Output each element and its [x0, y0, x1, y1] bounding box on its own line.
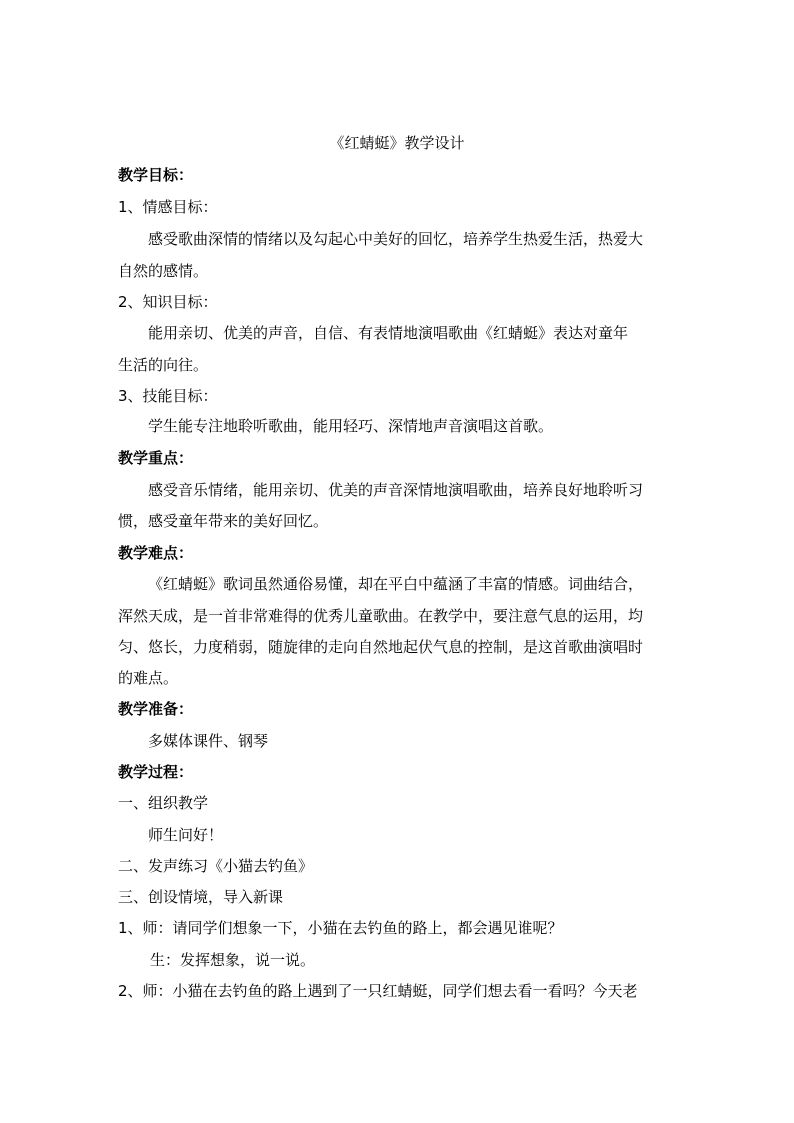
- paragraph-line: 的难点。: [118, 669, 179, 687]
- paragraph-line: 多媒体课件、钢琴: [148, 732, 269, 750]
- paragraph-line: 匀、悠长，力度稍弱，随旋律的走向自然地起伏气息的控制，是这首歌曲演唱时: [118, 638, 644, 656]
- paragraph-line: 1、师：请同学们想象一下，小猫在去钓鱼的路上，都会遇见谁呢？: [118, 919, 563, 937]
- section-heading-introduce-lesson: 三、创设情境，导入新课: [118, 888, 284, 906]
- paragraph-line: 生：发挥想象，说一说。: [150, 951, 316, 969]
- paragraph-line: 浑然天成，是一首非常难得的优秀儿童歌曲。在教学中，要注意气息的运用，均: [118, 607, 644, 625]
- section-heading-organize: 一、组织教学: [118, 794, 209, 812]
- paragraph-line: 惯，感受童年带来的美好回忆。: [118, 512, 329, 530]
- heading-teaching-preparation: 教学准备：: [118, 700, 194, 718]
- paragraph-line: 2、师：小猫在去钓鱼的路上遇到了一只红蜻蜓，同学们想去看一看吗？今天老: [118, 982, 638, 1000]
- heading-teaching-difficulty: 教学难点：: [118, 544, 194, 562]
- paragraph-line: 自然的感情。: [118, 262, 209, 280]
- subheading-emotion-goal: 1、情感目标：: [118, 198, 218, 216]
- heading-teaching-focus: 教学重点：: [118, 449, 194, 467]
- paragraph-line: 学生能专注地聆听歌曲，能用轻巧、深情地声音演唱这首歌。: [148, 417, 554, 435]
- heading-teaching-process: 教学过程：: [118, 763, 194, 781]
- subheading-knowledge-goal: 2、知识目标：: [118, 293, 218, 311]
- paragraph-line: 能用亲切、优美的声音，自信、有表情地演唱歌曲《红蜻蜓》表达对童年: [148, 324, 629, 342]
- paragraph-line: 感受歌曲深情的情绪以及勾起心中美好的回忆，培养学生热爱生活，热爱大: [148, 230, 644, 248]
- subheading-skill-goal: 3、技能目标：: [118, 387, 218, 405]
- paragraph-line: 师生问好！: [148, 826, 224, 844]
- heading-teaching-goals: 教学目标：: [118, 166, 194, 184]
- paragraph-line: 《红蜻蜓》歌词虽然通俗易懂，却在平白中蕴涵了丰富的情感。词曲结合，: [148, 575, 644, 593]
- section-heading-vocal-practice: 二、发声练习《小猫去钓鱼》: [118, 857, 314, 875]
- paragraph-line: 生活的向往。: [118, 356, 209, 374]
- paragraph-line: 感受音乐情绪，能用亲切、优美的声音深情地演唱歌曲，培养良好地聆听习: [148, 481, 644, 499]
- document-title: 《红蜻蜓》教学设计: [329, 134, 465, 152]
